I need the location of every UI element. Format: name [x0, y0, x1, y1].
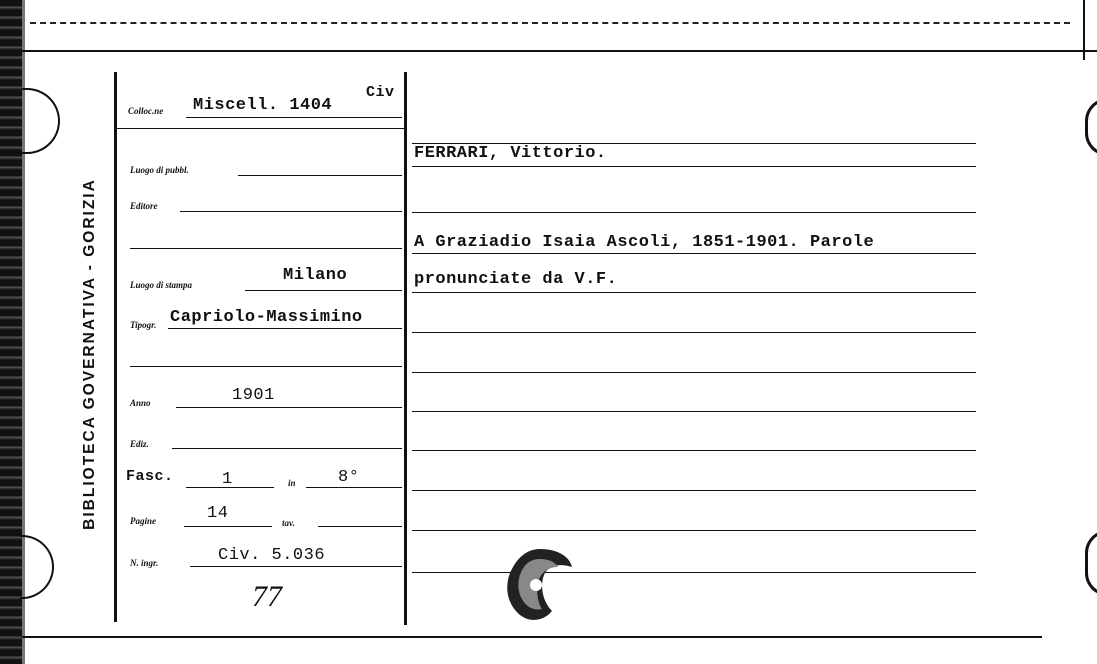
author-heading: FERRARI, Vittorio. [414, 144, 607, 163]
title-line-1: A Graziadio Isaia Ascoli, 1851-1901. Parole [414, 233, 875, 252]
left-vertical-rule [114, 72, 117, 622]
right-rule-10 [412, 490, 976, 491]
top-border [22, 50, 1097, 52]
punch-hole-left-bottom [20, 535, 54, 599]
tipografo-label: Tipogr. [130, 320, 157, 330]
tavole-line [318, 526, 402, 527]
luogo-stampa-label: Luogo di stampa [130, 280, 193, 290]
editore-line-2 [130, 248, 402, 249]
punch-hole-right-bottom [1085, 530, 1097, 596]
luogo-pubbl-line [238, 175, 402, 176]
anno-line [176, 407, 402, 408]
pagine-line [184, 526, 272, 527]
ingresso-value: Civ. 5.036 [218, 546, 326, 565]
anno-value: 1901 [232, 386, 275, 405]
handwritten-number: 77 [252, 580, 282, 613]
title-underline-1 [412, 253, 976, 254]
tipografo-value: Capriolo-Massimino [170, 308, 363, 327]
title-line-2: pronunciate da V.F. [414, 270, 618, 289]
anno-label: Anno [130, 398, 151, 408]
collocazione-label: Colloc.ne [128, 106, 164, 116]
binding-strip [0, 0, 22, 664]
fascicolo-label: Fasc. [126, 468, 174, 485]
tavole-label: tav. [282, 518, 295, 528]
tipografo-line-2 [130, 366, 402, 367]
right-rule-3 [412, 212, 976, 213]
right-edge [1083, 0, 1085, 60]
fascicolo-in-label: in [288, 478, 296, 488]
luogo-stampa-value: Milano [283, 266, 348, 285]
punch-hole-right-top [1085, 98, 1097, 156]
collocazione-suffix: Civ [366, 84, 395, 101]
right-rule-8 [412, 411, 976, 412]
bottom-border [22, 636, 1042, 638]
right-rule-7 [412, 372, 976, 373]
punch-hole-left-top [22, 88, 60, 154]
editore-label: Editore [130, 201, 158, 211]
ingresso-label: N. ingr. [130, 558, 159, 568]
title-underline-2 [412, 292, 976, 293]
editore-line [180, 211, 402, 212]
luogo-stampa-line [245, 290, 402, 291]
top-edge-dash [30, 22, 1070, 24]
right-rule-6 [412, 332, 976, 333]
fascicolo-value: 1 [222, 470, 233, 489]
pagine-label: Pagine [130, 516, 156, 526]
edizione-line [172, 448, 402, 449]
tipografo-line [168, 328, 402, 329]
ingresso-line [190, 566, 402, 567]
fascicolo-format: 8° [338, 468, 360, 487]
edizione-label: Ediz. [130, 439, 149, 449]
middle-vertical-rule [404, 72, 407, 625]
row-separator-1 [116, 128, 404, 129]
right-rule-9 [412, 450, 976, 451]
right-rule-12 [412, 572, 976, 573]
fascicolo-line-2 [306, 487, 402, 488]
library-stamp [500, 545, 580, 627]
right-rule-11 [412, 530, 976, 531]
institution-name: BIBLIOTECA GOVERNATIVA - GORIZIA [81, 178, 98, 530]
collocazione-line [186, 117, 402, 118]
pagine-value: 14 [207, 504, 229, 523]
luogo-pubbl-label: Luogo di pubbl. [130, 165, 189, 175]
collocazione-value: Miscell. 1404 [193, 96, 333, 115]
fascicolo-line [186, 487, 274, 488]
author-underline [412, 166, 976, 167]
